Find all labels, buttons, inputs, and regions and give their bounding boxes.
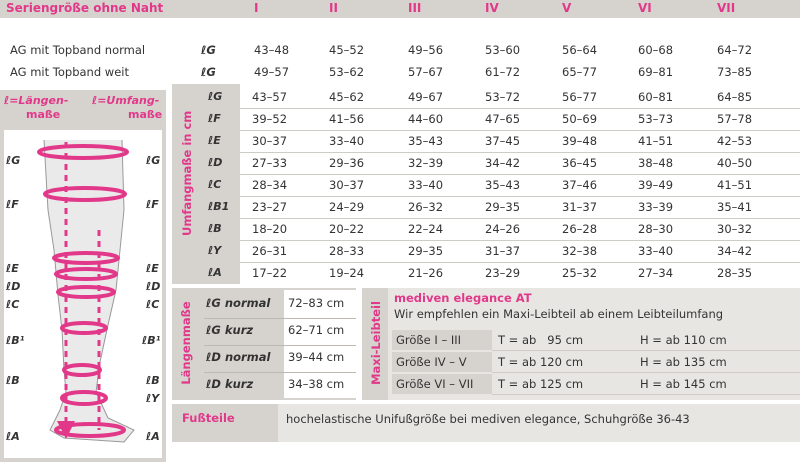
umfang-value: 25–32 xyxy=(562,266,598,280)
umfang-value: 18–20 xyxy=(252,222,288,236)
umfang-value: 50–69 xyxy=(562,112,598,126)
topband-value: 43–48 xyxy=(254,43,290,57)
leg-diagram-panel xyxy=(0,90,166,462)
umfang-value: 34–42 xyxy=(717,244,753,258)
umfang-value: 41–56 xyxy=(329,112,365,126)
leg-label-right: ℓF xyxy=(146,198,159,211)
leg-label-right: ℓG xyxy=(146,154,161,167)
topband-value: 73–85 xyxy=(717,65,753,79)
row-divider xyxy=(240,196,800,197)
row-divider xyxy=(492,350,800,351)
umfang-value: 23–29 xyxy=(485,266,521,280)
leg-label-right: ℓC xyxy=(146,298,160,311)
topband-value: 45–52 xyxy=(329,43,365,57)
leg-label-left: ℓG xyxy=(6,154,21,167)
row-divider xyxy=(492,372,800,373)
maxi-title: Maxi-Leibteil xyxy=(369,301,383,385)
topband-label: AG mit Topband weit xyxy=(10,65,129,79)
umfang-key: ℓB1 xyxy=(208,200,230,213)
row-divider xyxy=(204,345,356,346)
leg-illustration xyxy=(4,130,162,458)
topband-value: 49–57 xyxy=(254,65,290,79)
umfang-value: 33–40 xyxy=(638,244,674,258)
laengen-value: 34–38 cm xyxy=(288,377,345,391)
umfang-value: 36–45 xyxy=(562,156,598,170)
umfang-value: 42–53 xyxy=(717,134,753,148)
umfang-value: 28–34 xyxy=(252,178,288,192)
umfang-legend-1: ℓ=Umfang- xyxy=(92,94,160,107)
umfang-value: 53–72 xyxy=(485,90,521,104)
umfang-value: 53–73 xyxy=(638,112,674,126)
umfang-value: 24–26 xyxy=(485,222,521,236)
row-divider xyxy=(492,394,800,395)
row-divider xyxy=(240,262,800,263)
laengen-value: 72–83 cm xyxy=(288,296,345,310)
umfang-value: 37–45 xyxy=(485,134,521,148)
maxi-size: Größe VI – VII xyxy=(396,377,474,391)
topband-value: 69–81 xyxy=(638,65,674,79)
umfang-value: 39–48 xyxy=(562,134,598,148)
topband-value: 61–72 xyxy=(485,65,521,79)
umfang-key: ℓA xyxy=(208,266,222,279)
umfang-value: 33–39 xyxy=(638,200,674,214)
maxi-h: H = ab 145 cm xyxy=(640,377,727,391)
umfang-value: 26–31 xyxy=(252,244,288,258)
umfang-value: 56–77 xyxy=(562,90,598,104)
umfang-side-panel xyxy=(172,84,202,284)
fussteile-label: Fußteile xyxy=(182,411,235,425)
umfang-key: ℓY xyxy=(208,244,222,257)
umfang-title: Umfangmaße in cm xyxy=(180,110,194,236)
topband-row-weit xyxy=(0,62,800,84)
row-divider xyxy=(240,240,800,241)
laengen-value: 62–71 cm xyxy=(288,323,345,337)
umfang-key: ℓF xyxy=(208,112,221,125)
umfang-value: 27–34 xyxy=(638,266,674,280)
umfang-value: 21–26 xyxy=(408,266,444,280)
leg-label-left: ℓC xyxy=(6,298,20,311)
row-divider xyxy=(240,108,800,109)
umfang-value: 29–36 xyxy=(329,156,365,170)
umfang-value: 32–39 xyxy=(408,156,444,170)
topband-value: 60–68 xyxy=(638,43,674,57)
maxi-size: Größe I – III xyxy=(396,333,462,347)
umfang-value: 34–42 xyxy=(485,156,521,170)
umfang-value: 23–27 xyxy=(252,200,288,214)
umfang-value: 35–43 xyxy=(408,134,444,148)
leg-drawing-area xyxy=(4,130,162,458)
umfang-value: 22–24 xyxy=(408,222,444,236)
fussteile-row xyxy=(172,404,800,442)
size-col-6: VI xyxy=(638,1,652,15)
laengen-key: ℓG kurz xyxy=(206,323,254,337)
size-col-5: V xyxy=(562,1,572,15)
maxi-h: H = ab 135 cm xyxy=(640,355,727,369)
umfang-value: 33–40 xyxy=(408,178,444,192)
row-divider xyxy=(204,372,356,373)
umfang-value: 39–52 xyxy=(252,112,288,126)
maxi-product: mediven elegance AT xyxy=(394,291,532,305)
topband-value: 53–62 xyxy=(329,65,365,79)
topband-key: ℓG xyxy=(201,65,216,79)
maxi-t: T = ab 125 cm xyxy=(498,377,584,391)
leg-label-right: ℓB xyxy=(146,374,160,387)
topband-value: 57–67 xyxy=(408,65,444,79)
umfang-value: 33–40 xyxy=(329,134,365,148)
umfang-key: ℓD xyxy=(208,156,223,169)
umfang-value: 39–49 xyxy=(638,178,674,192)
topband-label: AG mit Topband normal xyxy=(10,43,146,57)
topband-value: 65–77 xyxy=(562,65,598,79)
maxi-note: Wir empfehlen ein Maxi-Leibteil ab einem Leibteilumfang xyxy=(394,307,724,321)
leg-label-right: ℓE xyxy=(146,262,159,275)
laengen-legend-1: ℓ=Längen- xyxy=(4,94,69,107)
leg-label-right: ℓA xyxy=(146,430,160,443)
leg-label-left: ℓF xyxy=(6,198,19,211)
umfang-value: 28–30 xyxy=(638,222,674,236)
leg-label-left: ℓB¹ xyxy=(6,334,25,347)
umfang-value: 57–78 xyxy=(717,112,753,126)
laengen-key: ℓD normal xyxy=(206,350,271,364)
umfang-value: 19–24 xyxy=(329,266,365,280)
umfang-value: 26–32 xyxy=(408,200,444,214)
leg-label-left: ℓD xyxy=(6,280,21,293)
umfang-value: 30–32 xyxy=(717,222,753,236)
series-header xyxy=(0,0,800,18)
leg-label-right: ℓB¹ xyxy=(142,334,161,347)
laengen-legend-2: maße xyxy=(26,108,61,121)
row-divider xyxy=(240,174,800,175)
umfang-legend-2: maße xyxy=(128,108,163,121)
size-col-1: I xyxy=(254,1,259,15)
topband-value: 53–60 xyxy=(485,43,521,57)
umfang-value: 20–22 xyxy=(329,222,365,236)
maxi-t: T = ab 95 cm xyxy=(498,333,584,347)
leg-label-right: ℓD xyxy=(146,280,161,293)
row-divider xyxy=(204,318,356,319)
row-divider xyxy=(240,218,800,219)
size-col-3: III xyxy=(408,1,422,15)
maxi-t: T = ab 120 cm xyxy=(498,355,584,369)
maxi-h: H = ab 110 cm xyxy=(640,333,727,347)
series-title: Seriengröße ohne Naht xyxy=(6,1,164,15)
laengen-key: ℓG normal xyxy=(206,296,271,310)
umfang-value: 28–35 xyxy=(717,266,753,280)
umfang-value: 30–37 xyxy=(329,178,365,192)
umfang-value: 41–51 xyxy=(717,178,753,192)
umfang-value: 44–60 xyxy=(408,112,444,126)
umfang-value: 49–67 xyxy=(408,90,444,104)
maxi-size: Größe IV – V xyxy=(396,355,467,369)
topband-value: 64–72 xyxy=(717,43,753,57)
size-col-4: IV xyxy=(485,1,499,15)
umfang-value: 30–37 xyxy=(252,134,288,148)
topband-value: 49–56 xyxy=(408,43,444,57)
size-col-7: VII xyxy=(717,1,736,15)
umfang-key: ℓG xyxy=(208,90,223,103)
umfang-value: 24–29 xyxy=(329,200,365,214)
laengen-key: ℓD kurz xyxy=(206,377,254,391)
size-col-2: II xyxy=(329,1,338,15)
umfang-value: 40–50 xyxy=(717,156,753,170)
umfang-value: 35–41 xyxy=(717,200,753,214)
umfang-key: ℓE xyxy=(208,134,221,147)
umfang-value: 45–62 xyxy=(329,90,365,104)
umfang-value: 31–37 xyxy=(562,200,598,214)
leg-label-left: ℓE xyxy=(6,262,19,275)
umfang-value: 41–51 xyxy=(638,134,674,148)
umfang-key: ℓB xyxy=(208,222,222,235)
umfang-key: ℓC xyxy=(208,178,222,191)
leg-label-left: ℓB xyxy=(6,374,20,387)
row-divider xyxy=(240,152,800,153)
umfang-value: 43–57 xyxy=(252,90,288,104)
topband-row-normal xyxy=(0,40,800,62)
umfang-value: 35–43 xyxy=(485,178,521,192)
umfang-value: 29–35 xyxy=(485,200,521,214)
row-divider xyxy=(240,130,800,131)
topband-key: ℓG xyxy=(201,43,216,57)
laengen-value: 39–44 cm xyxy=(288,350,345,364)
umfang-value: 32–38 xyxy=(562,244,598,258)
leg-label-right: ℓY xyxy=(146,392,160,405)
umfang-value: 27–33 xyxy=(252,156,288,170)
umfang-value: 37–46 xyxy=(562,178,598,192)
fussteile-text: hochelastische Unifußgröße bei mediven elegance, Schuhgröße 36-43 xyxy=(286,412,690,426)
umfang-value: 47–65 xyxy=(485,112,521,126)
umfang-value: 60–81 xyxy=(638,90,674,104)
umfang-value: 28–33 xyxy=(329,244,365,258)
umfang-value: 64–85 xyxy=(717,90,753,104)
umfang-value: 29–35 xyxy=(408,244,444,258)
laengen-title: Längenmaße xyxy=(179,301,193,385)
umfang-value: 17–22 xyxy=(252,266,288,280)
umfang-value: 38–48 xyxy=(638,156,674,170)
umfang-value: 31–37 xyxy=(485,244,521,258)
topband-value: 56–64 xyxy=(562,43,598,57)
leg-label-left: ℓA xyxy=(6,430,20,443)
umfang-value: 26–28 xyxy=(562,222,598,236)
